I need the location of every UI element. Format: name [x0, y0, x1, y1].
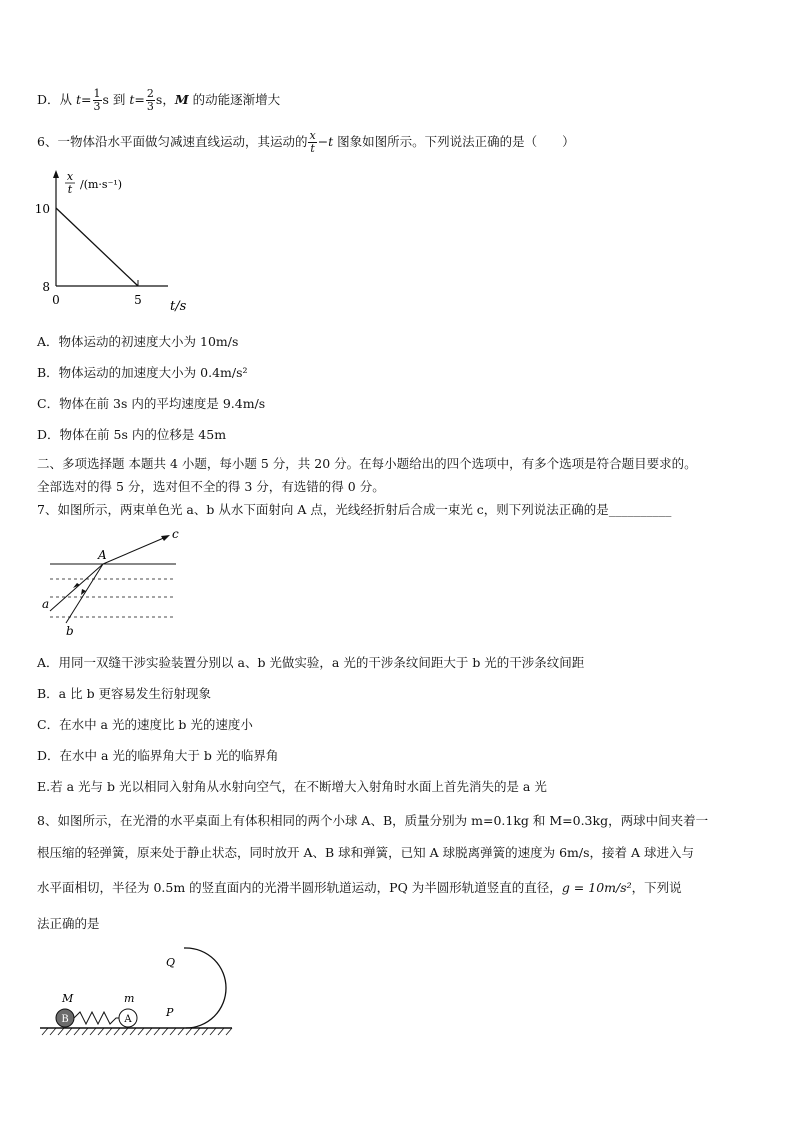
q5-m-var: M	[174, 92, 189, 107]
q7-figure	[40, 527, 190, 642]
q5-eq2: =	[134, 92, 145, 107]
q6-option-a: A．物体运动的初速度大小为 10m/s	[37, 334, 239, 349]
q7-option-a: A．用同一双缝干涉实验装置分别以 a、b 光做实验，a 光的干涉条纹间距大于 b 光的干涉条纹间距	[37, 655, 585, 670]
q6-chart	[30, 168, 220, 320]
q7-label-c: c	[172, 527, 179, 541]
q6-minus-t: −t	[317, 134, 334, 149]
q5-s2: s，	[155, 92, 175, 107]
q8-label-m: m	[124, 992, 135, 1005]
q8-floor-hatch	[42, 1028, 232, 1035]
q6-y-tick-10: 10	[34, 202, 50, 216]
q7-option-b: B．a 比 b 更容易发生衍射现象	[37, 686, 212, 701]
q6-frac-den: t	[310, 142, 315, 155]
q7-option-d: D．在水中 a 光的临界角大于 b 光的临界角	[37, 748, 279, 763]
q5-s1: s 到	[102, 92, 130, 107]
q8-spring	[74, 1012, 119, 1024]
q8-line1: 8、如图所示，在光滑的水平桌面上有体积相同的两个小球 A、B，质量分别为 m=0.1kg 和 M=0.3kg，两球中间夹着一	[37, 813, 709, 828]
q5-fraction-1	[93, 88, 102, 113]
q6-ylabel-num: x	[66, 170, 74, 183]
q6-stem-b: 图象如图所示。下列说法正确的是（ ）	[333, 134, 575, 149]
q8-ball-B-label: B	[61, 1014, 69, 1025]
q6-option-b: B．物体运动的加速度大小为 0.4m/s²	[37, 365, 248, 380]
q8-semicircle-track	[186, 948, 226, 1028]
q5-f2-den: 3	[146, 100, 154, 113]
q8-label-Q: Q	[166, 956, 176, 969]
q5-d-prefix: D．从	[37, 92, 76, 107]
q5-f1-den: 3	[93, 100, 101, 113]
q6-stem	[37, 130, 575, 155]
q7-option-e: E.若 a 光与 b 光以相同入射角从水射向空气，在不断增大入射角时水面上首先消失的是 a 光	[37, 779, 547, 794]
q5-option-d	[37, 88, 280, 113]
q6-xlabel: t/s	[170, 299, 187, 314]
q6-frac-num: x	[309, 129, 316, 142]
q6-ylabel-den: t	[67, 183, 73, 196]
q5-f1-num: 1	[93, 87, 101, 100]
q5-tail: 的动能逐渐增大	[188, 92, 281, 107]
q8-label-P: P	[166, 1006, 174, 1019]
q6-y-axis-label	[65, 170, 122, 196]
q7-ray-b	[66, 564, 103, 623]
q8-line3-text: 水平面相切，半径为 0.5m 的竖直面内的光滑半圆形轨道运动，PQ 为半圆形轨道竖直的直径，	[37, 880, 562, 895]
q6-y-tick-8: 8	[42, 280, 50, 294]
q7-stem-text: 7、如图所示，两束单色光 a、b 从水下面射向 A 点，光线经折射后合成一束光 c，则下列说法正确的是	[37, 502, 609, 517]
q7-ray-a	[50, 564, 103, 611]
q7-option-c: C．在水中 a 光的速度比 b 光的速度小	[37, 717, 253, 732]
q7-label-a: a	[42, 597, 50, 611]
q8-line3	[37, 880, 682, 896]
q5-eq1: =	[81, 92, 92, 107]
q8-line3-tail: ，下列说	[631, 880, 682, 895]
q7-ray-c	[103, 537, 166, 564]
q5-t2-var: t	[129, 92, 135, 107]
q6-y-axis	[53, 170, 59, 286]
q6-option-c: C．物体在前 3s 内的平均速度是 9.4m/s	[37, 396, 266, 411]
q8-ball-A-label: A	[124, 1014, 132, 1025]
q8-g-expression: g = 10m/s²	[561, 880, 632, 895]
q7-arrow-c	[161, 535, 170, 541]
q7-answer-blank: __________	[608, 502, 672, 517]
q8-figure	[36, 940, 236, 1038]
q7-label-b: b	[66, 624, 74, 638]
q8-line4: 法正确的是	[37, 916, 100, 931]
q6-option-d: D．物体在前 5s 内的位移是 45m	[37, 427, 227, 442]
q6-stem-a: 6、一物体沿水平面做匀减速直线运动，其运动的	[37, 134, 308, 149]
q6-x-tick-5: 5	[134, 293, 142, 307]
section2-line1: 二、多项选择题 本题共 4 小题，每小题 5 分，共 20 分。在每小题给出的四个选项中，有多个选项是符合题目要求的。	[37, 456, 697, 471]
q6-x-tick-0: 0	[52, 293, 60, 307]
q5-t1-var: t	[76, 92, 82, 107]
q8-line2: 根压缩的轻弹簧，原来处于静止状态，同时放开 A、B 球和弹簧，已知 A 球脱离弹簧的速度为 6m/s，接着 A 球进入与	[37, 845, 695, 860]
q8-label-M: M	[62, 992, 74, 1005]
q7-stem	[37, 502, 671, 518]
q7-label-A: A	[98, 548, 107, 562]
section2-line2: 全部选对的得 5 分，选对但不全的得 3 分，有选错的得 0 分。	[37, 479, 385, 494]
q6-ylabel-unit: /(m·s⁻¹)	[80, 178, 123, 191]
q6-series-line	[56, 208, 138, 286]
q6-stem-fraction	[308, 130, 316, 155]
q5-f2-num: 2	[146, 87, 154, 100]
q5-fraction-2	[146, 88, 155, 113]
